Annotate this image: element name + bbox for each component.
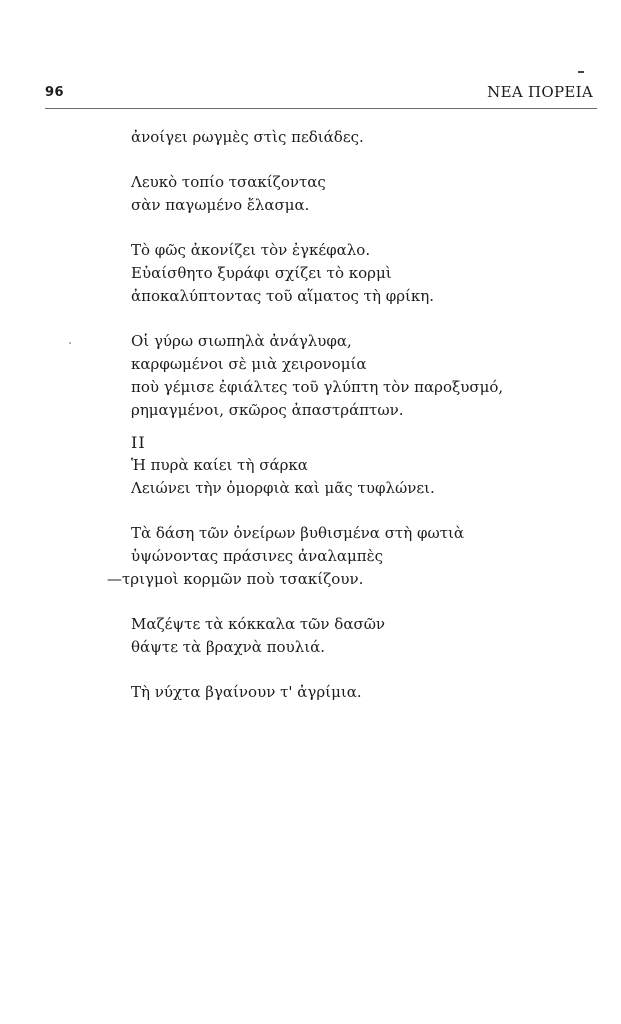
poem-line: Τὰ δάση τῶν ὀνείρων βυθισμένα στὴ φωτιὰ <box>131 524 465 542</box>
poem-line: ἀποκαλύπτοντας τοῦ αἵματος τὴ φρίκη. <box>131 287 435 305</box>
poem-line: —τριγμοὶ κορμῶν ποὺ τσακίζουν. <box>107 570 364 588</box>
stanza <box>131 126 591 149</box>
page-number: 96 <box>45 85 65 100</box>
poem-line: θάψτε τὰ βραχνὰ πουλιά. <box>131 638 325 656</box>
journal-title: ΝΕΑ ΠΟΡΕΙΑ <box>487 83 593 101</box>
poem-line: Μαζέψτε τὰ κόκκαλα τῶν δασῶν <box>131 615 386 633</box>
stanza <box>131 330 591 422</box>
paper-speck <box>69 342 71 344</box>
poem-line: Λειώνει τὴν ὀμορφιὰ καὶ μᾶς τυφλώνει. <box>131 479 435 497</box>
poem-line: Λευκὸ τοπίο τσακίζοντας <box>131 173 326 191</box>
poem-line: Ἡ πυρὰ καίει τὴ σάρκα <box>131 456 308 474</box>
poem-line: Εὐαίσθητο ξυράφι σχίζει τὸ κορμὶ <box>131 264 392 282</box>
poem-line: Τὸ φῶς ἀκονίζει τὸν ἐγκέφαλο. <box>131 241 371 259</box>
print-mark <box>578 71 584 73</box>
running-header <box>45 82 597 108</box>
poem-line: καρφωμένοι σὲ μιὰ χειρονομία <box>131 355 367 373</box>
poem-line: ἀνοίγει ρωγμὲς στὶς πεδιάδες. <box>131 128 364 146</box>
poem-line: ποὺ γέμισε ἐφιάλτες τοῦ γλύπτη τὸν παροξυσμό, <box>131 378 504 396</box>
poem-line: ὑψώνοντας πράσινες ἀναλαμπὲς <box>131 547 384 565</box>
poem-line: Τὴ νύχτα βγαίνουν τ' ἀγρίμια. <box>131 683 362 701</box>
header-rule <box>45 108 597 109</box>
poem-body <box>107 126 591 726</box>
stanza <box>131 239 591 308</box>
stanza <box>107 522 591 591</box>
stanza <box>131 454 591 500</box>
poem-line: σὰν παγωμένο ἔλασμα. <box>131 196 310 214</box>
section-numeral: II <box>131 433 146 452</box>
poem-line: ρημαγμένοι, σκῶρος ἀπαστράπτων. <box>131 401 404 419</box>
stanza <box>131 171 591 217</box>
stanza <box>131 681 591 704</box>
poem-line: Οἱ γύρω σιωπηλὰ ἀνάγλυφα, <box>131 332 352 350</box>
stanza <box>131 613 591 659</box>
